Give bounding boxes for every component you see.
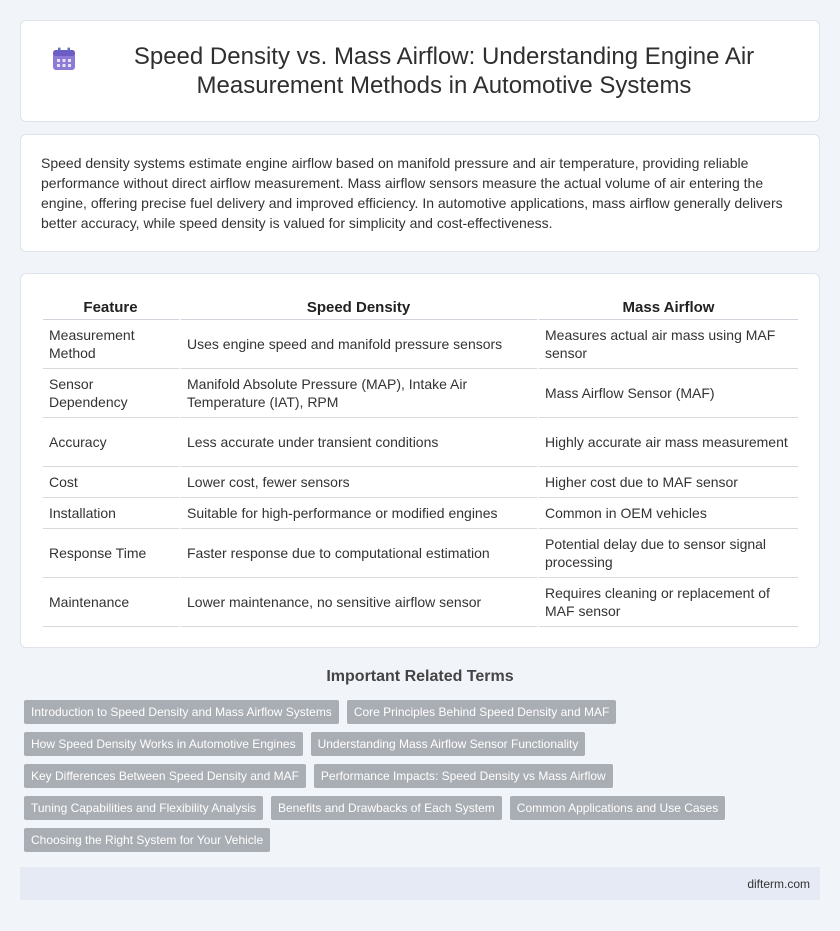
table-row	[43, 578, 798, 627]
table-cell: Cost	[43, 467, 181, 498]
table-row	[43, 369, 798, 418]
table-cell: Less accurate under transient conditions	[181, 418, 539, 467]
related-term-link[interactable]: Performance Impacts: Speed Density vs Mass Airflow	[314, 764, 613, 788]
related-term-link[interactable]: Choosing the Right System for Your Vehicle	[24, 828, 270, 852]
table-row	[43, 418, 798, 467]
footer	[20, 867, 820, 900]
table-cell: Sensor Dependency	[43, 369, 181, 418]
table-row	[43, 467, 798, 498]
column-header-feature: Feature	[43, 296, 181, 320]
table-cell: Measurement Method	[43, 320, 181, 369]
table-cell: Lower maintenance, no sensitive airflow sensor	[181, 578, 539, 627]
column-header-mass-airflow: Mass Airflow	[539, 296, 798, 320]
table-cell: Measures actual air mass using MAF sensor	[539, 320, 798, 369]
table-cell: Requires cleaning or replacement of MAF sensor	[539, 578, 798, 627]
tag-row	[24, 828, 824, 852]
column-header-speed-density: Speed Density	[181, 296, 539, 320]
tag-row	[24, 764, 824, 788]
related-term-link[interactable]: Understanding Mass Airflow Sensor Functionality	[311, 732, 586, 756]
table-cell: Lower cost, fewer sensors	[181, 467, 539, 498]
table-cell: Highly accurate air mass measurement	[539, 418, 798, 467]
table-cell: Uses engine speed and manifold pressure sensors	[181, 320, 539, 369]
comparison-table	[43, 296, 798, 627]
table-cell: Response Time	[43, 529, 181, 578]
table-cell: Potential delay due to sensor signal processing	[539, 529, 798, 578]
tag-row	[24, 732, 824, 756]
related-terms-title: Important Related Terms	[326, 668, 514, 685]
related-term-link[interactable]: Tuning Capabilities and Flexibility Analysis	[24, 796, 263, 820]
table-cell: Mass Airflow Sensor (MAF)	[539, 369, 798, 418]
table-cell: Manifold Absolute Pressure (MAP), Intake Air Temperature (IAT), RPM	[181, 369, 539, 418]
intro-paragraph: Speed density systems estimate engine airflow based on manifold pressure and air temperature, providing reliable performance without direct airflow measurement. Mass airflow sensors measure the actual volume of air entering the engine, offering precise fuel delivery and improved efficiency. In automotive applications, mass airflow generally delivers better accuracy, while speed density is valued for simplicity and cost-effectiveness.	[41, 155, 783, 231]
related-term-link[interactable]: How Speed Density Works in Automotive Engines	[24, 732, 303, 756]
table-cell: Faster response due to computational estimation	[181, 529, 539, 578]
title-card	[20, 20, 820, 122]
page-title: Speed Density vs. Mass Airflow: Understanding Engine Air Measurement Methods in Automotive Systems	[133, 43, 755, 99]
related-terms-list	[24, 700, 824, 860]
related-term-link[interactable]: Benefits and Drawbacks of Each System	[271, 796, 502, 820]
related-term-link[interactable]: Key Differences Between Speed Density and MAF	[24, 764, 306, 788]
related-term-link[interactable]: Introduction to Speed Density and Mass Airflow Systems	[24, 700, 339, 724]
table-row	[43, 529, 798, 578]
table-row	[43, 498, 798, 529]
table-cell: Installation	[43, 498, 181, 529]
table-cell: Higher cost due to MAF sensor	[539, 467, 798, 498]
table-cell: Suitable for high-performance or modified engines	[181, 498, 539, 529]
table-row	[43, 320, 798, 369]
title-wrap	[21, 42, 819, 100]
table-cell: Accuracy	[43, 418, 181, 467]
calendar-icon	[51, 46, 77, 72]
table-header-row	[43, 296, 798, 320]
intro-card	[20, 134, 820, 252]
table-cell: Maintenance	[43, 578, 181, 627]
comparison-card	[20, 273, 820, 648]
tag-row	[24, 796, 824, 820]
footer-site-link[interactable]: difterm.com	[747, 876, 810, 891]
related-term-link[interactable]: Common Applications and Use Cases	[510, 796, 725, 820]
table-cell: Common in OEM vehicles	[539, 498, 798, 529]
related-term-link[interactable]: Core Principles Behind Speed Density and MAF	[347, 700, 616, 724]
tag-row	[24, 700, 824, 724]
